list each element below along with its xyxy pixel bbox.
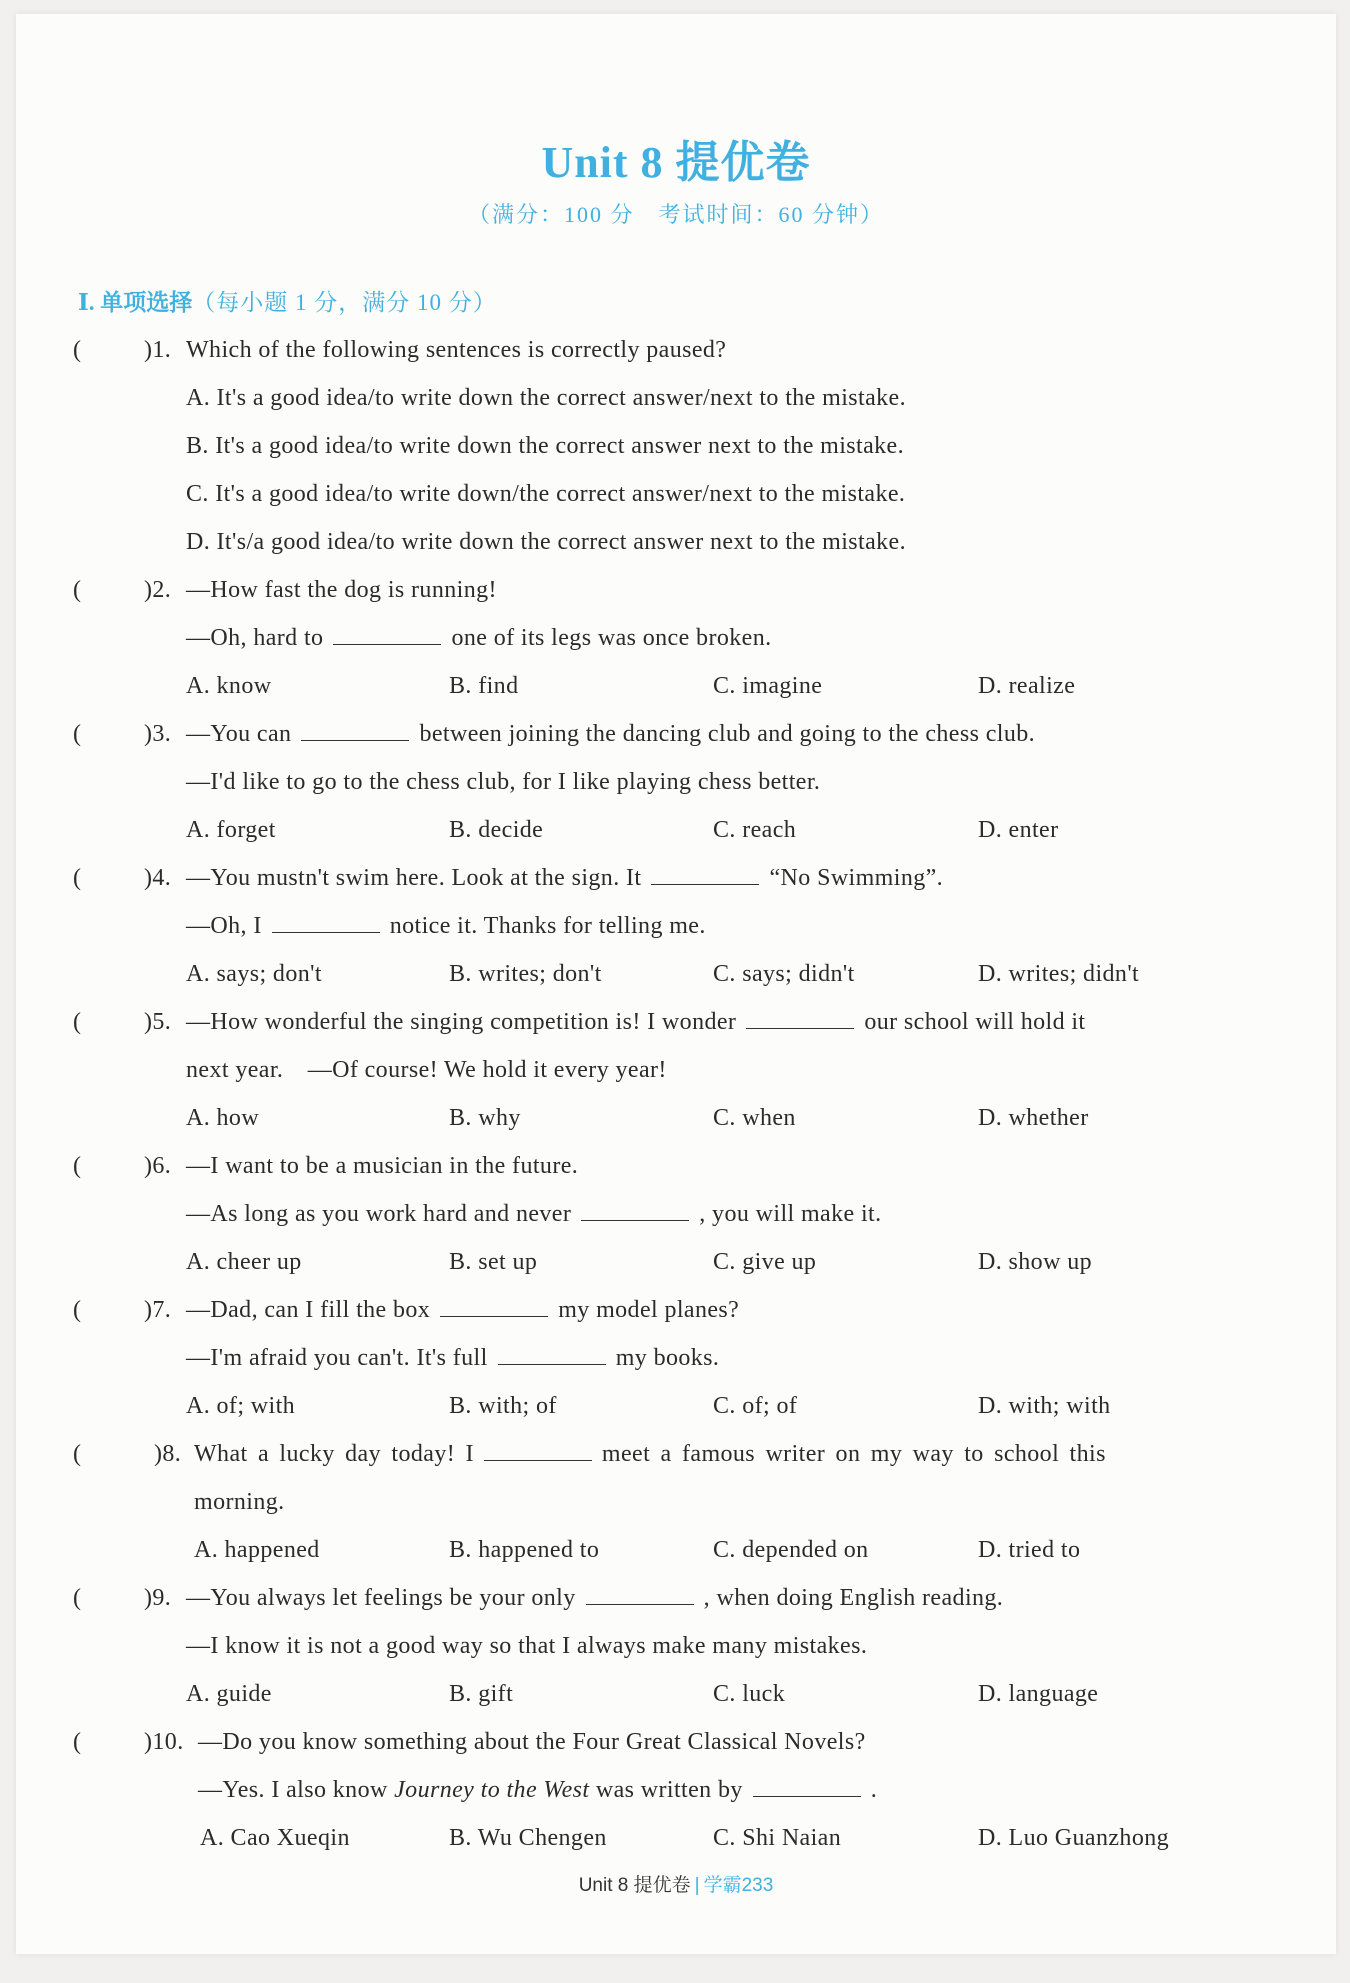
question-number: )3. [144, 721, 172, 747]
answer-paren[interactable]: ( [73, 1729, 82, 1755]
line-text: our school will hold it [864, 1009, 1086, 1035]
question-number: )4. [144, 865, 172, 891]
option-a: A. forget [186, 817, 276, 843]
line-text: between joining the dancing club and going to the chess club. [419, 721, 1036, 747]
option-b: B. why [449, 1105, 521, 1131]
question-stem [194, 1430, 1106, 1478]
page-title: Unit 8 提优卷 [541, 138, 811, 187]
line-text: was written by [595, 1777, 743, 1803]
option-a: A. how [186, 1105, 260, 1131]
answer-blank[interactable] [272, 906, 380, 933]
option-c: C. says; didn't [713, 961, 855, 987]
page-footer [16, 1870, 1336, 1897]
answer-paren[interactable]: ( [73, 1585, 82, 1611]
question-line-2 [186, 1334, 719, 1382]
option-b: B. find [449, 673, 519, 699]
answer-paren[interactable]: ( [73, 577, 82, 603]
question-stem [186, 710, 1035, 758]
footer-divider: | [694, 1875, 700, 1896]
option-c: C. It's a good idea/to write down/the correct answer/next to the mistake. [186, 481, 906, 507]
question-number: )1. [144, 337, 172, 363]
option-b: B. with; of [449, 1393, 557, 1419]
question-stem [186, 854, 943, 902]
book-title: Journey to the West [394, 1777, 590, 1803]
option-d: D. show up [978, 1249, 1093, 1275]
option-d: D. whether [978, 1105, 1089, 1131]
option-c: C. give up [713, 1249, 817, 1275]
footer-brand: 学霸 [703, 1875, 742, 1896]
option-b: B. set up [449, 1249, 538, 1275]
line-text: my books. [615, 1345, 720, 1371]
option-b: B. decide [449, 817, 544, 843]
option-c: C. reach [713, 817, 797, 843]
option-a: A. guide [186, 1681, 272, 1707]
question-number: )2. [144, 577, 172, 603]
answer-blank[interactable] [753, 1770, 861, 1797]
answer-blank[interactable] [484, 1434, 592, 1461]
option-d: D. It's/a good idea/to write down the correct answer next to the mistake. [186, 529, 906, 555]
option-a: A. Cao Xueqin [200, 1825, 350, 1851]
option-c: C. depended on [713, 1537, 869, 1563]
question-number: )7. [144, 1297, 172, 1323]
line-text: meet a famous writer on my way to school this [601, 1441, 1106, 1467]
option-c: C. luck [713, 1681, 786, 1707]
option-d: D. with; with [978, 1393, 1111, 1419]
question-stem: —How fast the dog is running! [186, 577, 497, 603]
line-text: —Dad, can I fill the box [186, 1297, 431, 1323]
answer-blank[interactable] [333, 618, 441, 645]
question-line-2 [186, 902, 706, 950]
option-b: B. It's a good idea/to write down the correct answer next to the mistake. [186, 433, 904, 459]
worksheet-page [16, 14, 1336, 1954]
line-text: , when doing English reading. [703, 1585, 1004, 1611]
question-line-2: —I know it is not a good way so that I always make many mistakes. [186, 1633, 868, 1659]
answer-blank[interactable] [746, 1002, 854, 1029]
answer-blank[interactable] [586, 1578, 694, 1605]
question-line-2: morning. [194, 1489, 285, 1515]
line-text: —Yes. I also know [198, 1777, 388, 1803]
question-number: )10. [144, 1729, 184, 1755]
answer-blank[interactable] [498, 1338, 606, 1365]
question-line-2: next year. —Of course! We hold it every year! [186, 1057, 667, 1083]
answer-paren[interactable]: ( [73, 1153, 82, 1179]
option-d: D. language [978, 1681, 1099, 1707]
answer-paren[interactable]: ( [73, 721, 82, 747]
option-a: A. happened [194, 1537, 320, 1563]
line-text: , you will make it. [699, 1201, 882, 1227]
option-b: B. Wu Chengen [449, 1825, 607, 1851]
option-a: A. know [186, 673, 272, 699]
question-number: )9. [144, 1585, 172, 1611]
question-line-2 [186, 1190, 882, 1238]
page-number: 233 [741, 1875, 774, 1896]
question-stem: Which of the following sentences is correctly paused? [186, 337, 727, 363]
line-text: —You mustn't swim here. Look at the sign. It [186, 865, 642, 891]
line-text: What a lucky day today! I [194, 1441, 474, 1467]
question-number: )5. [144, 1009, 172, 1035]
option-b: B. writes; don't [449, 961, 602, 987]
footer-unit: Unit 8 提优卷 [578, 1875, 691, 1896]
option-d: D. enter [978, 817, 1059, 843]
section-label: Ⅰ. 单项选择 [78, 290, 193, 315]
option-a: A. cheer up [186, 1249, 302, 1275]
answer-paren[interactable]: ( [73, 865, 82, 891]
answer-blank[interactable] [651, 858, 759, 885]
line-text: —As long as you work hard and never [186, 1201, 572, 1227]
line-text: —How wonderful the singing competition is! I wonder [186, 1009, 737, 1035]
answer-paren[interactable]: ( [73, 337, 82, 363]
question-number: )8. [154, 1441, 182, 1467]
option-a: A. It's a good idea/to write down the correct answer/next to the mistake. [186, 385, 906, 411]
line-text: —You always let feelings be your only [186, 1585, 576, 1611]
line-text: . [870, 1777, 878, 1803]
line-text: —Oh, I [186, 913, 262, 939]
line-text: notice it. Thanks for telling me. [389, 913, 706, 939]
answer-paren[interactable]: ( [73, 1441, 82, 1467]
answer-blank[interactable] [440, 1290, 548, 1317]
question-stem: —Do you know something about the Four Great Classical Novels? [198, 1729, 866, 1755]
option-c: C. when [713, 1105, 796, 1131]
option-b: B. happened to [449, 1537, 600, 1563]
option-d: D. writes; didn't [978, 961, 1140, 987]
option-c: C. of; of [713, 1393, 798, 1419]
option-c: C. Shi Naian [713, 1825, 842, 1851]
question-stem: —I want to be a musician in the future. [186, 1153, 579, 1179]
exam-info: （满分：100 分 考试时间：60 分钟） [467, 202, 884, 227]
option-d: D. realize [978, 673, 1076, 699]
option-a: A. of; with [186, 1393, 296, 1419]
option-d: D. tried to [978, 1537, 1081, 1563]
line-text: my model planes? [558, 1297, 740, 1323]
answer-paren[interactable]: ( [73, 1009, 82, 1035]
section-heading [78, 284, 497, 317]
section-note: （每小题 1 分，满分 10 分） [192, 290, 497, 315]
option-b: B. gift [449, 1681, 514, 1707]
line-text: —I'm afraid you can't. It's full [186, 1345, 488, 1371]
line-text: —Oh, hard to [186, 625, 324, 651]
question-line-2 [198, 1766, 877, 1814]
question-number: )6. [144, 1153, 172, 1179]
question-stem [186, 1574, 1003, 1622]
line-text: —You can [186, 721, 292, 747]
line-text: one of its legs was once broken. [451, 625, 772, 651]
answer-blank[interactable] [301, 714, 409, 741]
question-stem [186, 998, 1086, 1046]
answer-blank[interactable] [581, 1194, 689, 1221]
answer-paren[interactable]: ( [73, 1297, 82, 1323]
option-c: C. imagine [713, 673, 823, 699]
option-d: D. Luo Guanzhong [978, 1825, 1170, 1851]
question-line-2: —I'd like to go to the chess club, for I like playing chess better. [186, 769, 821, 795]
question-stem [186, 1286, 739, 1334]
option-a: A. says; don't [186, 961, 322, 987]
line-text: “No Swimming”. [769, 865, 944, 891]
question-line-2 [186, 614, 772, 662]
